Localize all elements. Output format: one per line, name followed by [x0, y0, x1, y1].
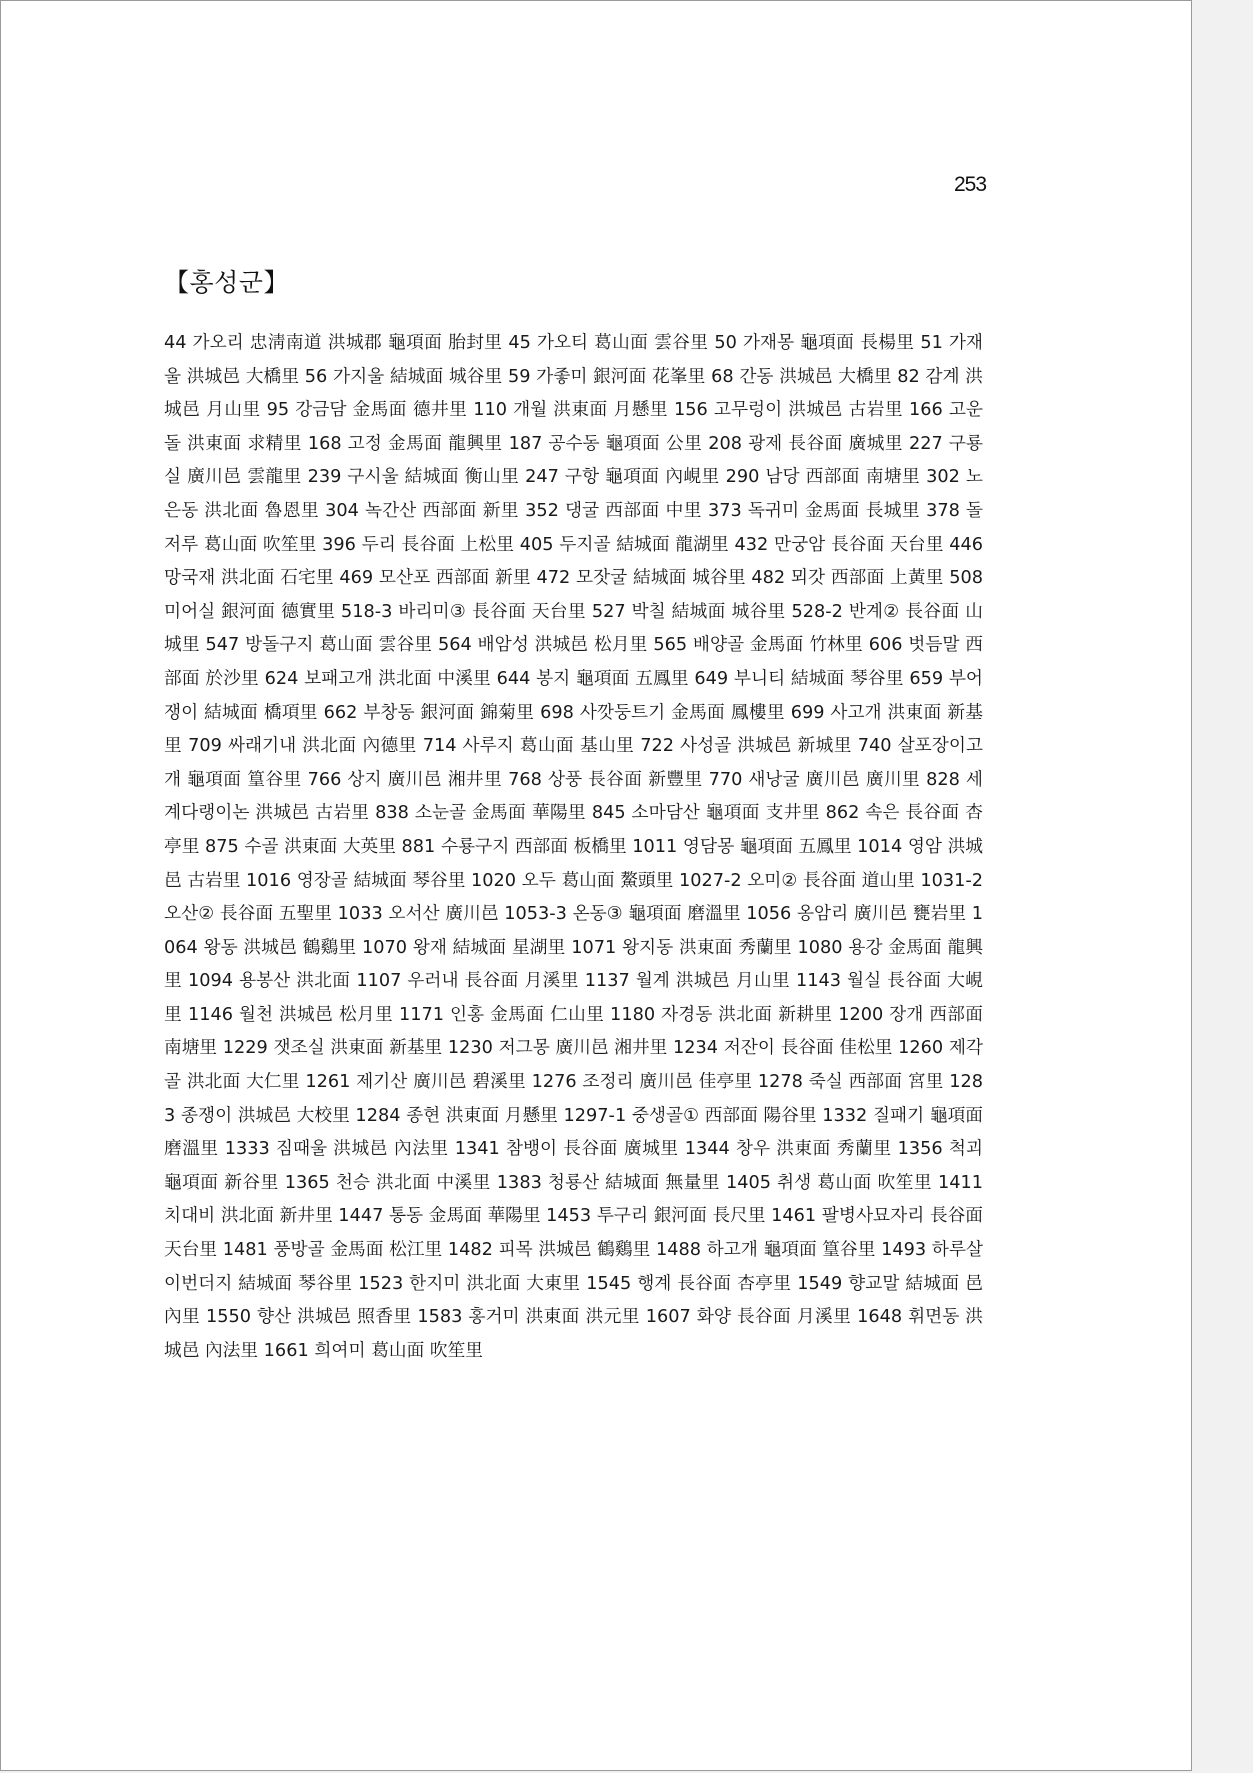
page-number: 253	[954, 173, 987, 196]
section-title: 【홍성군】	[164, 268, 289, 297]
place-name-index-text: 44 가오리 忠淸南道 洪城郡 龜項面 胎封里 45 가오티 葛山面 雲谷里 50 가재몽 龜項面 長楊里 51 가재울 洪城邑 大橋里 56 가지울 結城面 城谷里 59 가좋미 銀河面 花峯里 68 간동 洪城邑 大橋里 82 감계 洪城邑 月山里 95 강금담 金馬面 德井里 110 개월 洪東面 月懸里 156 고무렁이 洪城邑 古岩里 166 고운돌 洪東面 求精里 168 고정 金馬面 龍興里 187 공수동 龜項面 公里 208 광제 長谷面 廣城里 227 구룡실 廣川邑 雲龍里 239 구시울 結城面 衡山里 247 구항 龜項面 內峴里 290 남당 西部面 南塘里 302 노은동 洪北面 魯恩里 304 녹간산 西部面 新里 352 댕굴 西部面 中里 373 독귀미 金馬面 長城里 378 돌저루 葛山面 吹笙里 396 두리 長谷面 上松里 405 두지골 結城面 龍湖里 432 만궁암 長谷面 天台里 446 망국재 洪北面 石宅里 469 모산포 西部面 新里 472 모잣굴 結城面 城谷里 482 뫼갓 西部面 上黃里 508 미어실 銀河面 德實里 518-3 바리미③ 長谷面 天台里 527 박칠 結城面 城谷里 528-2 반계② 長谷面 山城里 547 방돌구지 葛山面 雲谷里 564 배암성 洪城邑 松月里 565 배양골 金馬面 竹林里 606 벗듬말 西部面 於沙里 624 보패고개 洪北面 中溪里 644 봉지 龜項面 五鳳里 649 부니티 結城面 琴谷里 659 부어쟁이 結城面 橋項里 662 부창동 銀河面 錦菊里 698 사깟둥트기 金馬面 鳳樓里 699 사고개 洪東面 新基里 709 싸래기내 洪北面 內德里 714 사루지 葛山面 基山里 722 사성골 洪城邑 新城里 740 살포장이고개 龜項面 篁谷里 766 상지 廣川邑 湘井里 768 상풍 長谷面 新豐里 770 새낭굴 廣川邑 廣川里 828 세계다랭이논 洪城邑 古岩里 838 소눈골 金馬面 華陽里 845 소마담산 龜項面 支井里 862 속은 長谷面 杏亭里 875 수골 洪東面 大英里 881 수룡구지 西部面 板橋里 1011 영담몽 龜項面 五鳳里 1014 영암 洪城邑 古岩里 1016 영장골 結城面 琴谷里 1020 오두 葛山面 鰲頭里 1027-2 오미② 長谷面 道山里 1031-2 오산② 長谷面 五聖里 1033 오서산 廣川邑 1053-3 온동③ 龜項面 磨溫里 1056 옹암리 廣川邑 甕岩里 1064 왕동 洪城邑 鶴鷄里 1070 왕재 結城面 星湖里 1071 왕지동 洪東面 秀蘭里 1080 용강 金馬面 龍興里 1094 용봉산 洪北面 1107 우러내 長谷面 月溪里 1137 월계 洪城邑 月山里 1143 월실 長谷面 大峴里 1146 월천 洪城邑 松月里 1171 인홍 金馬面 仁山里 1180 자경동 洪北面 新耕里 1200 장개 西部面 南塘里 1229 잿조실 洪東面 新基里 1230 저그몽 廣川邑 湘井里 1234 저잔이 長谷面 佳松里 1260 제각골 洪北面 大仁里 1261 제기산 廣川邑 碧溪里 1276 조정리 廣川邑 佳亭里 1278 죽실 西部面 宮里 1283 종쟁이 洪城邑 大校里 1284 종현 洪東面 月懸里 1297-1 중생골① 西部面 陽谷里 1332 질패기 龜項面 磨溫里 1333 짐때울 洪城邑 內法里 1341 참뱅이 長谷面 廣城里 1344 창우 洪東面 秀蘭里 1356 척괴 龜項面 新谷里 1365 천승 洪北面 中溪里 1383 청룡산 結城面 無量里 1405 취생 葛山面 吹笙里 1411 치대비 洪北面 新井里 1447 통동 金馬面 華陽里 1453 투구리 銀河面 長尺里 1461 팔병사묘자리 長谷面 天台里 1481 풍방골 金馬面 松江里 1482 피목 洪城邑 鶴鷄里 1488 하고개 龜項面 篁谷里 1493 하루살이번더지 結城面 琴谷里 1523 한지미 洪北面 大東里 1545 행계 長谷面 杏亭里 1549 향교말 結城面 邑內里 1550 향산 洪城邑 照香里 1583 홍거미 洪東面 洪元里 1607 화양 長谷面 月溪里 1648 휘면동 洪城邑 內法里 1661 희여미 葛山面 吹笙里	[164, 333, 983, 1361]
